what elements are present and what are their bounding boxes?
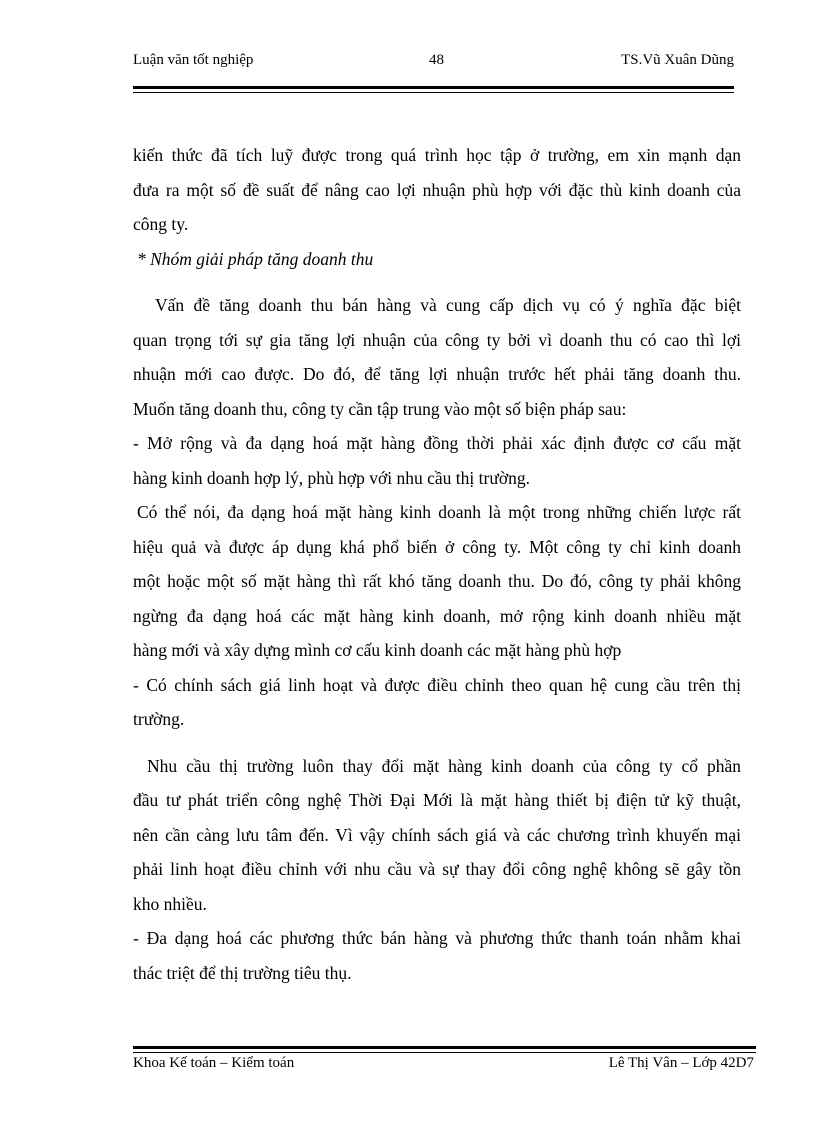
text-line: Vấn đề tăng doanh thu bán hàng và cung cấp dịch vụ có ý nghĩa đặc biệt — [155, 295, 741, 315]
text-line: hiệu quả và được áp dụng khá phổ biến ở công ty. Một công ty chỉ kinh doanh — [133, 536, 741, 557]
document-body — [133, 138, 741, 990]
header-rule — [133, 86, 734, 93]
page-header — [133, 52, 734, 76]
text-line: hàng kinh doanh hợp lý, phù hợp với nhu cầu thị trường. — [133, 467, 530, 488]
header-advisor: TS.Vũ Xuân Dũng — [621, 52, 734, 68]
text-line: đưa ra một số đề suất để nâng cao lợi nhuận phù hợp với đặc thù kinh doanh của — [133, 179, 741, 200]
text-line: công ty. — [133, 214, 189, 234]
footer-faculty: Khoa Kế toán – Kiểm toán — [133, 1055, 295, 1071]
text-line: Muốn tăng doanh thu, công ty cần tập trung vào một số biện pháp sau: — [133, 398, 627, 419]
text-line: trường. — [133, 709, 185, 729]
text-line: phải linh hoạt điều chỉnh với nhu cầu và sự thay đổi công nghệ không sẽ gây tồn — [133, 859, 741, 879]
text-line: kiến thức đã tích luỹ được trong quá trình học tập ở trường, em xin mạnh dạn — [133, 145, 741, 165]
bullet-line: - Có chính sách giá linh hoạt và được điều chỉnh theo quan hệ cung cầu trên thị — [133, 674, 741, 695]
text-line: hàng mới và xây dựng mình cơ cấu kinh doanh các mặt hàng phù hợp — [133, 640, 622, 660]
page-number: 48 — [429, 52, 444, 68]
text-line: quan trọng tới sự gia tăng lợi nhuận của công ty bởi vì doanh thu có cao thì lợi — [133, 329, 741, 350]
header-thesis-label: Luận văn tốt nghiệp — [133, 52, 254, 68]
text-line: Nhu cầu thị trường luôn thay đổi mặt hàng kinh doanh của công ty cổ phần — [147, 755, 741, 776]
text-line: Có thể nói, đa dạng hoá mặt hàng kinh doanh là một trong những chiến lược rất — [137, 502, 741, 522]
footer-author: Lê Thị Vân – Lớp 42D7 — [608, 1055, 754, 1071]
text-line: đầu tư phát triển công nghệ Thời Đại Mới là mặt hàng thiết bị điện tử kỹ thuật, — [133, 790, 741, 810]
text-line: nên cần càng lưu tâm đến. Vì vậy chính sách giá và các chương trình khuyến mại — [133, 824, 741, 845]
section-heading: * Nhóm giải pháp tăng doanh thu — [137, 248, 374, 269]
text-line: thác triệt để thị trường tiêu thụ. — [133, 962, 352, 983]
text-line: kho nhiều. — [133, 893, 207, 914]
text-line: một hoặc một số mặt hàng thì rất khó tăng doanh thu. Do đó, công ty phải không — [133, 571, 741, 591]
text-line: ngừng đa dạng hoá các mặt hàng kinh doanh, mở rộng kinh doanh nhiều mặt — [133, 605, 741, 626]
footer-rule — [133, 1046, 756, 1053]
bullet-line: - Mở rộng và đa dạng hoá mặt hàng đồng thời phải xác định được cơ cấu mặt — [133, 433, 741, 453]
text-line: nhuận mới cao được. Do đó, để tăng lợi nhuận trước hết phải tăng doanh thu. — [133, 364, 741, 384]
bullet-line: - Đa dạng hoá các phương thức bán hàng và phương thức thanh toán nhằm khai — [133, 928, 741, 948]
